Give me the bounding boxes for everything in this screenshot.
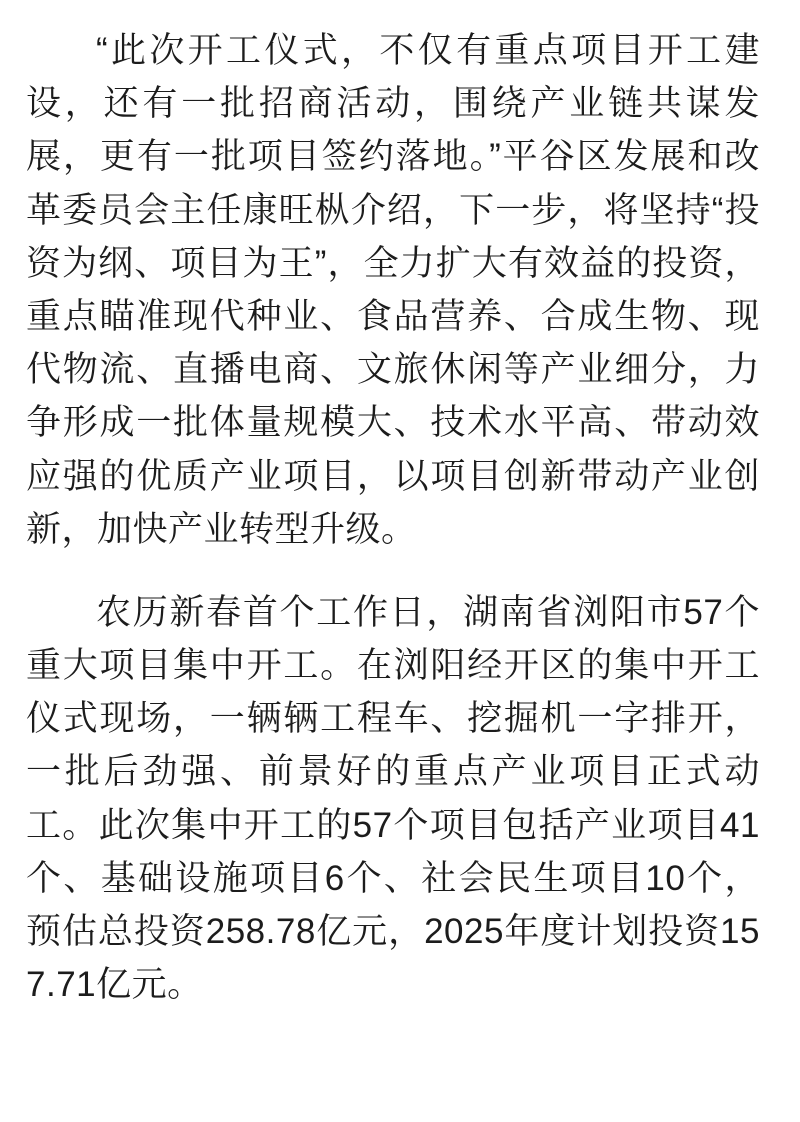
paragraph-2: 农历新春首个工作日，湖南省浏阳市57个重大项目集中开工。在浏阳经开区的集中开工仪式现场，一辆辆工程车、挖掘机一字排开，一批后劲强、前景好的重点产业项目正式动工。此次集中开工的57个项目包括产业项目41个、基础设施项目6个、社会民生项目10个，预估总投资258.78亿元，2025年度计划投资157.71亿元。 [26, 592, 760, 1005]
article-body [26, 24, 760, 1011]
paragraph-1: “此次开工仪式，不仅有重点项目开工建设，还有一批招商活动，围绕产业链共谋发展，更有一批项目签约落地。”平谷区发展和改革委员会主任康旺枞介绍，下一步，将坚持“投资为纲、项目为王”，全力扩大有效益的投资，重点瞄准现代种业、食品营养、合成生物、现代物流、直播电商、文旅休闲等产业细分，力争形成一批体量规模大、技术水平高、带动效应强的优质产业项目，以项目创新带动产业创新，加快产业转型升级。 [26, 31, 760, 549]
